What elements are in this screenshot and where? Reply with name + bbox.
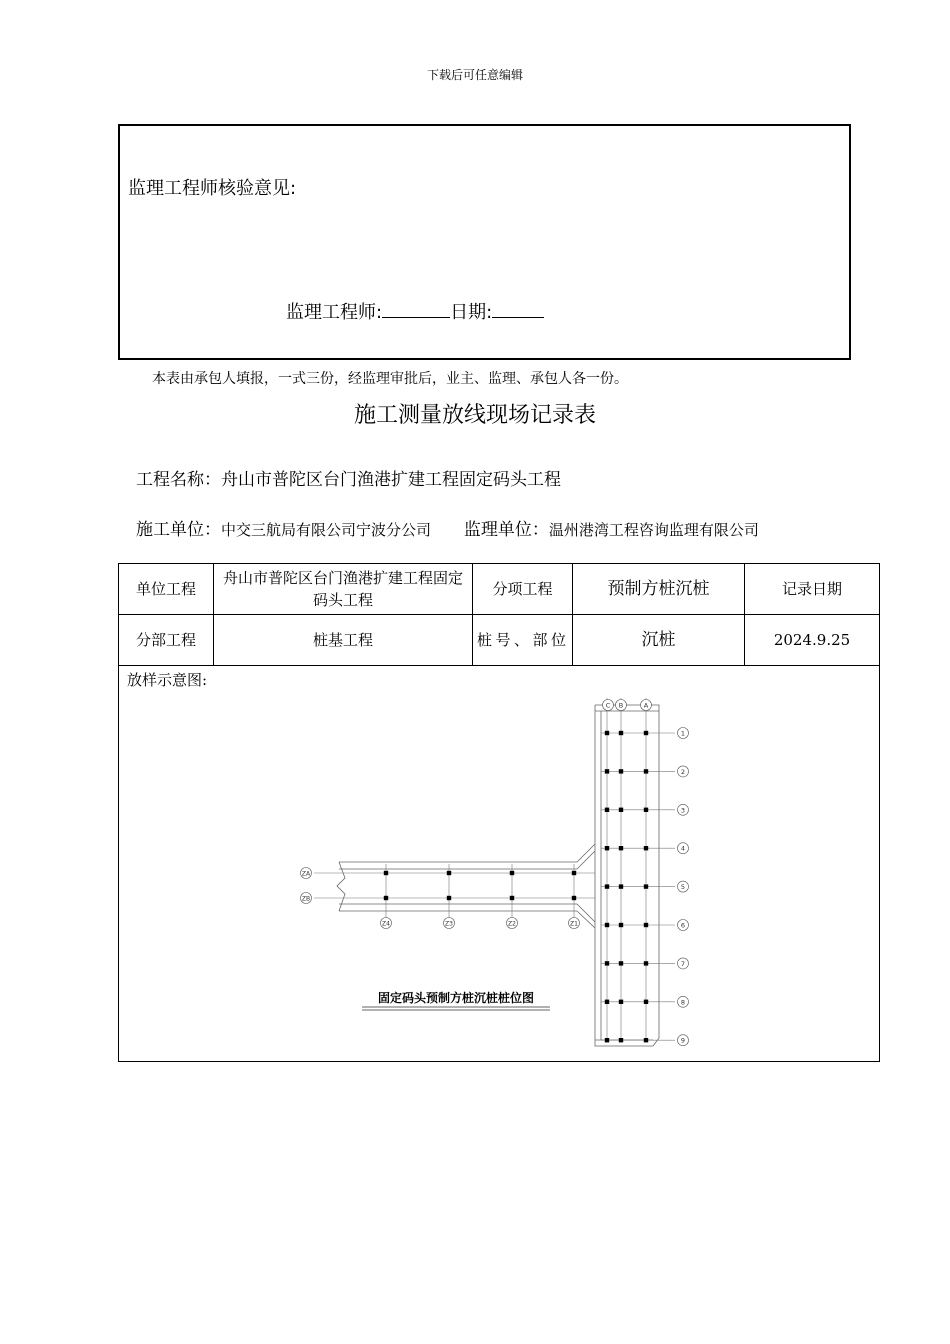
pile-marker (619, 923, 623, 927)
diagram-caption: 固定码头预制方桩沉桩桩位图 (377, 991, 535, 1005)
pile-marker (619, 808, 623, 812)
axis-label: 9 (680, 1036, 686, 1045)
pile-marker (605, 769, 609, 773)
axis-label: ZA (301, 870, 311, 878)
record-table (118, 563, 880, 1062)
axis-label: 7 (680, 959, 686, 968)
axis-label: ZB (301, 895, 311, 903)
engineer-label: 监理工程师: (286, 302, 383, 323)
axis-label: Z2 (508, 920, 516, 928)
division-label: 分部工程 (119, 615, 214, 666)
axis-label: 1 (680, 729, 686, 738)
pile-marker (384, 896, 388, 900)
pile-marker (447, 871, 451, 875)
axis-label: 6 (680, 921, 686, 930)
pile-marker (605, 884, 609, 888)
axis-label: 4 (680, 844, 686, 853)
axis-label: C (605, 701, 611, 710)
trestle-outline (337, 844, 595, 928)
pile-marker (605, 731, 609, 735)
project-label: 工程名称： (136, 470, 221, 490)
supervisor-value: 温州港湾工程咨询监理有限公司 (548, 521, 759, 539)
sub-item-value: 预制方桩沉桩 (573, 564, 745, 615)
review-signature-line (286, 298, 544, 324)
unit-project-label: 单位工程 (119, 564, 214, 615)
pile-marker (605, 808, 609, 812)
pile-marker (605, 846, 609, 850)
pile-marker (619, 961, 623, 965)
axis-label: B (618, 701, 624, 710)
axis-label: 3 (680, 806, 686, 815)
pile-marker (644, 808, 648, 812)
axis-label: A (643, 701, 649, 710)
date-blank[interactable] (492, 301, 544, 318)
pile-value: 沉桩 (573, 615, 745, 666)
form-title: 施工测量放线现场记录表 (353, 403, 596, 428)
pile-marker (605, 1000, 609, 1004)
pile-label: 桩号、部位 (473, 615, 573, 666)
axis-label: Z3 (445, 920, 453, 928)
pile-marker (644, 961, 648, 965)
unit-project-value: 舟山市普陀区台门渔港扩建工程固定码头工程 (214, 564, 473, 615)
pile-marker (644, 923, 648, 927)
units-line (136, 515, 759, 540)
sub-item-label: 分项工程 (473, 564, 573, 615)
pile-marker (619, 846, 623, 850)
pile-marker (447, 896, 451, 900)
pile-marker (572, 871, 576, 875)
review-box (118, 124, 851, 360)
project-value: 舟山市普陀区台门渔港扩建工程固定码头工程 (221, 470, 561, 490)
table-row (119, 564, 880, 615)
pile-marker (619, 1038, 623, 1042)
table-row (119, 615, 880, 666)
pile-marker (384, 871, 388, 875)
axis-label: 2 (680, 767, 686, 776)
contractor-value: 中交三航局有限公司宁波分公司 (221, 521, 432, 539)
axis-label: Z4 (382, 920, 390, 928)
division-value: 桩基工程 (214, 615, 473, 666)
diagram-label: 放样示意图: (127, 671, 208, 689)
pile-marker (572, 896, 576, 900)
pile-marker (619, 884, 623, 888)
pile-marker (619, 731, 623, 735)
distribution-note: 本表由承包人填报，一式三份，经监理审批后，业主、监理、承包人各一份。 (152, 371, 628, 387)
pile-marker (644, 884, 648, 888)
pile-marker (605, 961, 609, 965)
project-name (136, 465, 561, 490)
review-title: 监理工程师核验意见: (128, 178, 297, 199)
diagram-cell (119, 666, 880, 1062)
pile-marker (605, 1038, 609, 1042)
pile-marker (619, 769, 623, 773)
record-date-label: 记录日期 (745, 564, 880, 615)
pile-marker (644, 731, 648, 735)
header-note: 下载后可任意编辑 (426, 68, 523, 82)
axis-label: 5 (680, 883, 686, 892)
pile-marker (510, 896, 514, 900)
engineer-blank[interactable] (382, 301, 450, 318)
pile-marker (644, 846, 648, 850)
pile-marker (644, 1000, 648, 1004)
axis-label: 8 (680, 998, 686, 1007)
pile-marker (605, 923, 609, 927)
pile-layout-diagram (119, 666, 878, 1061)
pile-marker (644, 1038, 648, 1042)
date-label: 日期: (450, 302, 493, 323)
pile-marker (510, 871, 514, 875)
date-value: 2024.9.25 (745, 615, 880, 666)
supervisor-label: 监理单位： (463, 520, 549, 540)
pile-marker (619, 1000, 623, 1004)
contractor-label: 施工单位： (136, 520, 221, 540)
table-row (119, 666, 880, 1062)
pier-outline (595, 705, 659, 1046)
axis-label: Z1 (570, 920, 578, 928)
pile-marker (644, 769, 648, 773)
